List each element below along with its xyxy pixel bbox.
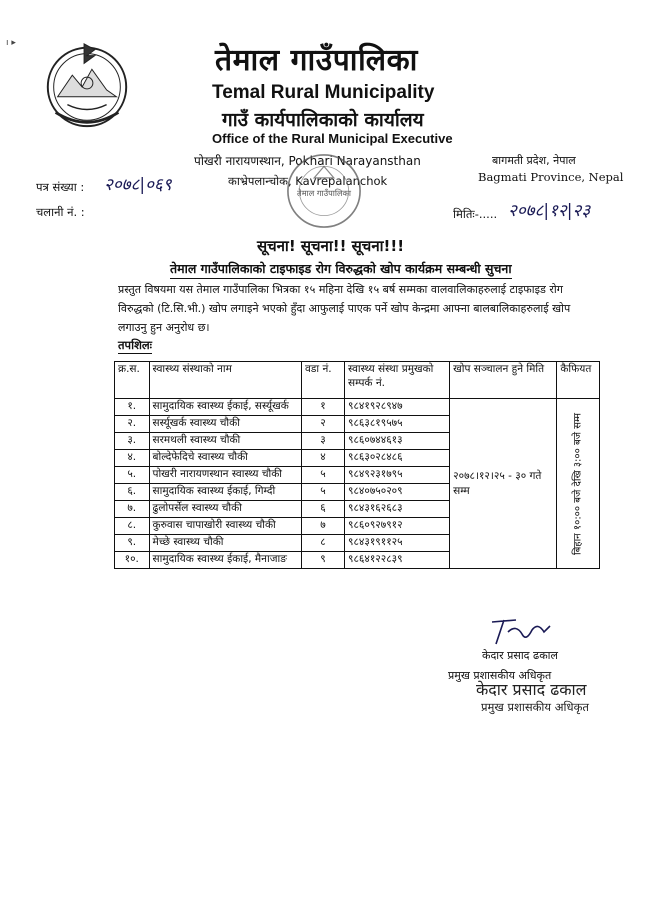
row-serial: ९.	[115, 535, 150, 552]
row-serial: ३.	[115, 433, 150, 450]
row-serial: ६.	[115, 484, 150, 501]
row-institution-name: कुरुवास चापाखोरी स्वास्थ्य चौकी	[149, 518, 301, 535]
nepal-emblem-logo	[38, 36, 136, 134]
letter-number-label: पत्र संख्या :	[36, 180, 85, 194]
header-contact: स्वास्थ्य संस्था प्रमुखको सम्पर्क नं.	[345, 362, 450, 399]
row-contact-number: ९८४३१६२६८३	[345, 501, 450, 518]
location-line-1: पोखरी नारायणस्थान, Pokhari Narayansthan	[194, 154, 421, 168]
header-health-institution: स्वास्थ्य संस्थाको नाम	[149, 362, 301, 399]
row-serial: ५.	[115, 467, 150, 484]
office-english: Office of the Rural Municipal Executive	[212, 131, 453, 146]
signatory-name: केदार प्रसाद ढकाल	[482, 649, 558, 662]
header-ward: वडा नं.	[301, 362, 344, 399]
row-contact-number: ९८४१९२८९४७	[345, 399, 450, 416]
notice-heading: सूचना! सूचना!! सूचना!!!	[256, 237, 405, 255]
office-seal-stamp	[283, 150, 365, 232]
remarks-cell	[557, 399, 600, 569]
details-label: तपशिलः	[118, 338, 153, 352]
table-body	[115, 399, 600, 569]
row-contact-number: ९८४०७५०२०९	[345, 484, 450, 501]
province-english: Bagmati Province, Nepal	[478, 170, 624, 184]
vaccination-schedule: २०७८।१२।२५ - ३० गते सम्म	[450, 399, 557, 569]
name-stamp: केदार प्रसाद ढकाल	[476, 680, 587, 699]
row-ward: ५	[301, 484, 344, 501]
row-institution-name: सरमथली स्वास्थ्य चौकी	[149, 433, 301, 450]
row-contact-number: ९८६०९२७९१२	[345, 518, 450, 535]
row-institution-name: सामुदायिक स्वास्थ्य ईकाई, सर्स्यूखर्क	[149, 399, 301, 416]
row-contact-number: ९८६३०२८४८६	[345, 450, 450, 467]
header-serial: क्र.स.	[115, 362, 150, 399]
row-serial: २.	[115, 416, 150, 433]
remarks-time: बिहान १०:०० बजे देखि ३:०० बजे सम्म	[572, 412, 584, 555]
dispatch-number-label: चलानी नं. :	[36, 205, 85, 219]
table-header-row	[115, 362, 600, 399]
notice-subject: तेमाल गाउँपालिकाको टाइफाइड रोग विरुद्धको खोप कार्यक्रम सम्बन्धी सुचना	[170, 260, 512, 279]
row-institution-name: पोखरी नारायणस्थान स्वास्थ्य चौकी	[149, 467, 301, 484]
row-contact-number: ९८६४१२२८३९	[345, 552, 450, 569]
title-stamp: प्रमुख प्रशासकीय अधिकृत	[481, 700, 589, 714]
notice-body: प्रस्तुत विषयमा यस तेमाल गाउँपालिका भित्रका १५ महिना देखि १५ बर्ष सम्मका वालवालिकाहरुलाई टाइफाइड रोग विरुद्धको (टि.सि.भी.) खोप लगाइने भएको हुँदा आफुलाई पाएक पर्ने खोप केन्द्रमा आफ्ना बालबालिकाहरुलाई खोप लगाउनु हुन अनुरोध छ।	[118, 283, 571, 334]
row-ward: ३	[301, 433, 344, 450]
header-remarks: कैफियत	[557, 362, 600, 399]
row-ward: ७	[301, 518, 344, 535]
row-contact-number: ९८६०७४४६१३	[345, 433, 450, 450]
stamp-text: तेमाल गाउँपालिका	[297, 187, 351, 198]
row-serial: ४.	[115, 450, 150, 467]
office-nepali: गाउँ कार्यपालिकाको कार्यालय	[222, 109, 424, 131]
letter-number-value: २०७८|०६९	[104, 175, 172, 195]
row-ward: ४	[301, 450, 344, 467]
row-ward: १	[301, 399, 344, 416]
row-ward: ८	[301, 535, 344, 552]
row-serial: १.	[115, 399, 150, 416]
row-ward: २	[301, 416, 344, 433]
row-serial: ८.	[115, 518, 150, 535]
title-english: Temal Rural Municipality	[212, 82, 435, 103]
row-contact-number: ९८६३८१९५७५	[345, 416, 450, 433]
row-serial: ७.	[115, 501, 150, 518]
row-institution-name: बोल्देफेदिचे स्वास्थ्य चौकी	[149, 450, 301, 467]
handwritten-signature	[486, 612, 556, 650]
row-institution-name: सामुदायिक स्वास्थ्य ईकाई, गिम्दी	[149, 484, 301, 501]
row-contact-number: ९८४३१९११२५	[345, 535, 450, 552]
header-schedule: खोप सञ्चालन हुने मिति	[450, 362, 557, 399]
row-institution-name: मेच्छे स्वास्थ्य चौकी	[149, 535, 301, 552]
vaccination-centers-table	[114, 361, 600, 569]
province-nepali: बागमती प्रदेश, नेपाल	[492, 154, 576, 167]
row-serial: १०.	[115, 552, 150, 569]
row-ward: ६	[301, 501, 344, 518]
date-label: मितिः-.....	[453, 207, 498, 221]
row-ward: ९	[301, 552, 344, 569]
row-institution-name: ढुलोपर्सेल स्वास्थ्य चौकी	[149, 501, 301, 518]
margin-mark: ı ▸	[6, 38, 16, 48]
row-institution-name: सामुदायिक स्वास्थ्य ईकाई, मैनाजाङ	[149, 552, 301, 569]
title-nepali: तेमाल गाउँपालिका	[215, 43, 418, 78]
location-line-2: काभ्रेपलान्चोक, Kavrepalanchok	[228, 174, 388, 188]
date-value: २०७८|१२|२३	[508, 201, 591, 221]
row-institution-name: सर्स्यूखर्क स्वास्थ्य चौकी	[149, 416, 301, 433]
signatory-title: प्रमुख प्रशासकीय अधिकृत	[448, 669, 552, 682]
row-ward: ५	[301, 467, 344, 484]
row-contact-number: ९८४९२३१७९५	[345, 467, 450, 484]
table-row	[115, 399, 600, 416]
